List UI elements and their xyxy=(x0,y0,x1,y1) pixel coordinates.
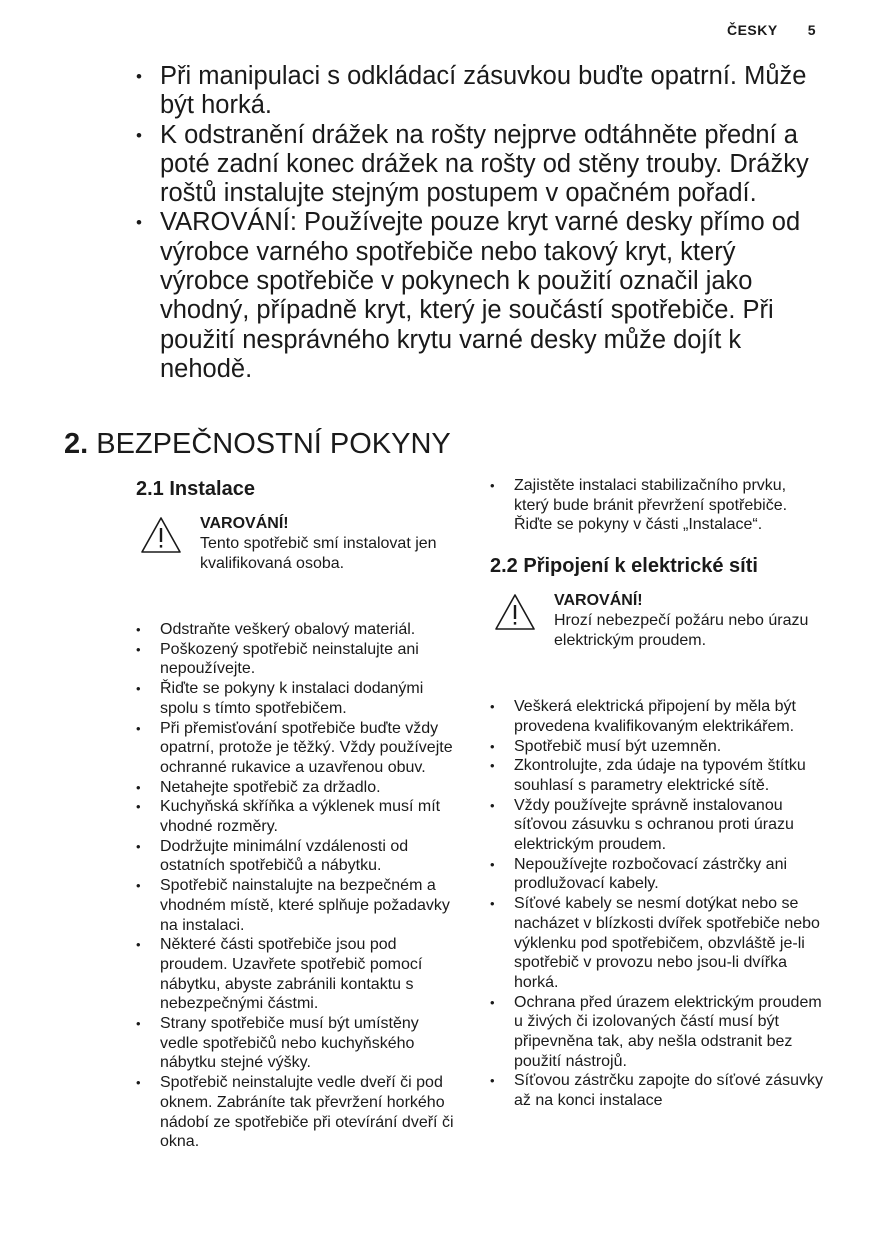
list-item: • Ochrana před úrazem elektrickým proudem u živých či izolovaných částí musí být připevněna tak, aby nešla odstranit bez použití nástrojů. xyxy=(490,993,824,1072)
warning-triangle-icon xyxy=(140,516,182,554)
installation-number: 2.1 xyxy=(136,478,164,500)
list-item: • Síťové kabely se nesmí dotýkat nebo se nacházet v blízkosti dvířek spotřebiče nebo výklenku pod spotřebičem, obzvláště je-li spotřebič v provozu nebo jsou-li dvířka horká. xyxy=(490,894,824,993)
section-title-text: BEZPEČNOSTNÍ POKYNY xyxy=(96,428,451,460)
intro-bullet: • Při manipulaci s odkládací zásuvkou buďte opatrní. Může být horká. xyxy=(136,62,826,121)
warning-title: VAROVÁNÍ! xyxy=(554,592,643,610)
list-item: • Spotřebič neinstalujte vedle dveří či pod oknem. Zabráníte tak převržení horkého nádobí ze spotřebiče při otevírání dveří či okna. xyxy=(136,1073,458,1152)
section-number: 2. xyxy=(64,428,89,460)
intro-bullet: • VAROVÁNÍ: Používejte pouze kryt varné desky přímo od výrobce varného spotřebiče nebo takový kryt, který výrobce spotřebiče v pokynech k použití označil jako vhodný, případně kryt, který je součástí spotřebiče. Při použití nesprávného krytu varné desky může dojít k nehodě. xyxy=(136,208,826,384)
list-item: • Vždy používejte správně instalovanou síťovou zásuvku s ochranou proti úrazu elektrickým proudem. xyxy=(490,796,824,855)
header-language: ČESKY xyxy=(726,22,778,38)
list-item: • Některé části spotřebiče jsou pod proudem. Uzavřete spotřebič pomocí nábytku, abyste zabránili kontaktu s nebezpečnými částmi. xyxy=(136,935,458,1014)
page-header xyxy=(727,22,816,38)
installation-continued-list xyxy=(490,476,824,535)
electrical-title: Připojení k elektrické síti xyxy=(523,555,758,578)
electrical-number: 2.2 xyxy=(490,555,518,578)
list-item: • Dodržujte minimální vzdálenosti od ostatních spotřebičů a nábytku. xyxy=(136,837,458,876)
list-item: • Spotřebič musí být uzemněn. xyxy=(490,737,824,757)
list-item: • Netahejte spotřebič za držadlo. xyxy=(136,778,458,798)
list-item: • Nepoužívejte rozbočovací zástrčky ani prodlužovací kabely. xyxy=(490,855,824,894)
installation-heading xyxy=(136,476,458,502)
warning-title: VAROVÁNÍ! xyxy=(200,515,289,532)
warning-text: Hrozí nebezpečí požáru nebo úrazu elektrickým proudem. xyxy=(554,612,809,650)
installation-title: Instalace xyxy=(169,478,255,500)
list-item: • Zajistěte instalaci stabilizačního prvku, který bude bránit převržení spotřebiče. Řiďte se pokyny v části „Instalace“. xyxy=(490,476,824,535)
right-column xyxy=(490,476,824,1111)
list-item: • Zkontrolujte, zda údaje na typovém štítku souhlasí s parametry elektrické sítě. xyxy=(490,756,824,795)
intro-bullet: • K odstranění drážek na rošty nejprve odtáhněte přední a poté zadní konec drážek na rošty od stěny trouby. Drážky roštů instalujte stejným postupem v opačném pořadí. xyxy=(136,121,826,209)
list-item: • Kuchyňská skříňka a výklenek musí mít vhodné rozměry. xyxy=(136,797,458,836)
list-item: • Veškerá elektrická připojení by měla být provedena kvalifikovaným elektrikářem. xyxy=(490,697,824,736)
list-item: • Spotřebič nainstalujte na bezpečném a vhodném místě, které splňuje požadavky na instalaci. xyxy=(136,876,458,935)
warning-triangle-icon xyxy=(494,593,536,631)
electrical-warning xyxy=(490,591,824,667)
electrical-list xyxy=(490,697,824,1111)
warning-text: Tento spotřebič smí instalovat jen kvalifikovaná osoba. xyxy=(200,535,437,572)
page-number: 5 xyxy=(807,22,816,38)
section-title xyxy=(64,428,451,461)
list-item: • Síťovou zástrčku zapojte do síťové zásuvky až na konci instalace xyxy=(490,1071,824,1110)
electrical-heading xyxy=(490,553,824,579)
list-item: • Strany spotřebiče musí být umístěny vedle spotřebičů nebo kuchyňského nábytku stejné výšky. xyxy=(136,1014,458,1073)
installation-warning xyxy=(136,514,458,590)
list-item: • Odstraňte veškerý obalový materiál. xyxy=(136,620,458,640)
intro-bullet-list xyxy=(136,62,826,384)
list-item: • Poškozený spotřebič neinstalujte ani nepoužívejte. xyxy=(136,640,458,679)
left-column xyxy=(136,476,458,1152)
list-item: • Při přemisťování spotřebiče buďte vždy opatrní, protože je těžký. Vždy používejte ochranné rukavice a uzavřenou obuv. xyxy=(136,719,458,778)
installation-list xyxy=(136,620,458,1152)
list-item: • Řiďte se pokyny k instalaci dodanými spolu s tímto spotřebičem. xyxy=(136,679,458,718)
